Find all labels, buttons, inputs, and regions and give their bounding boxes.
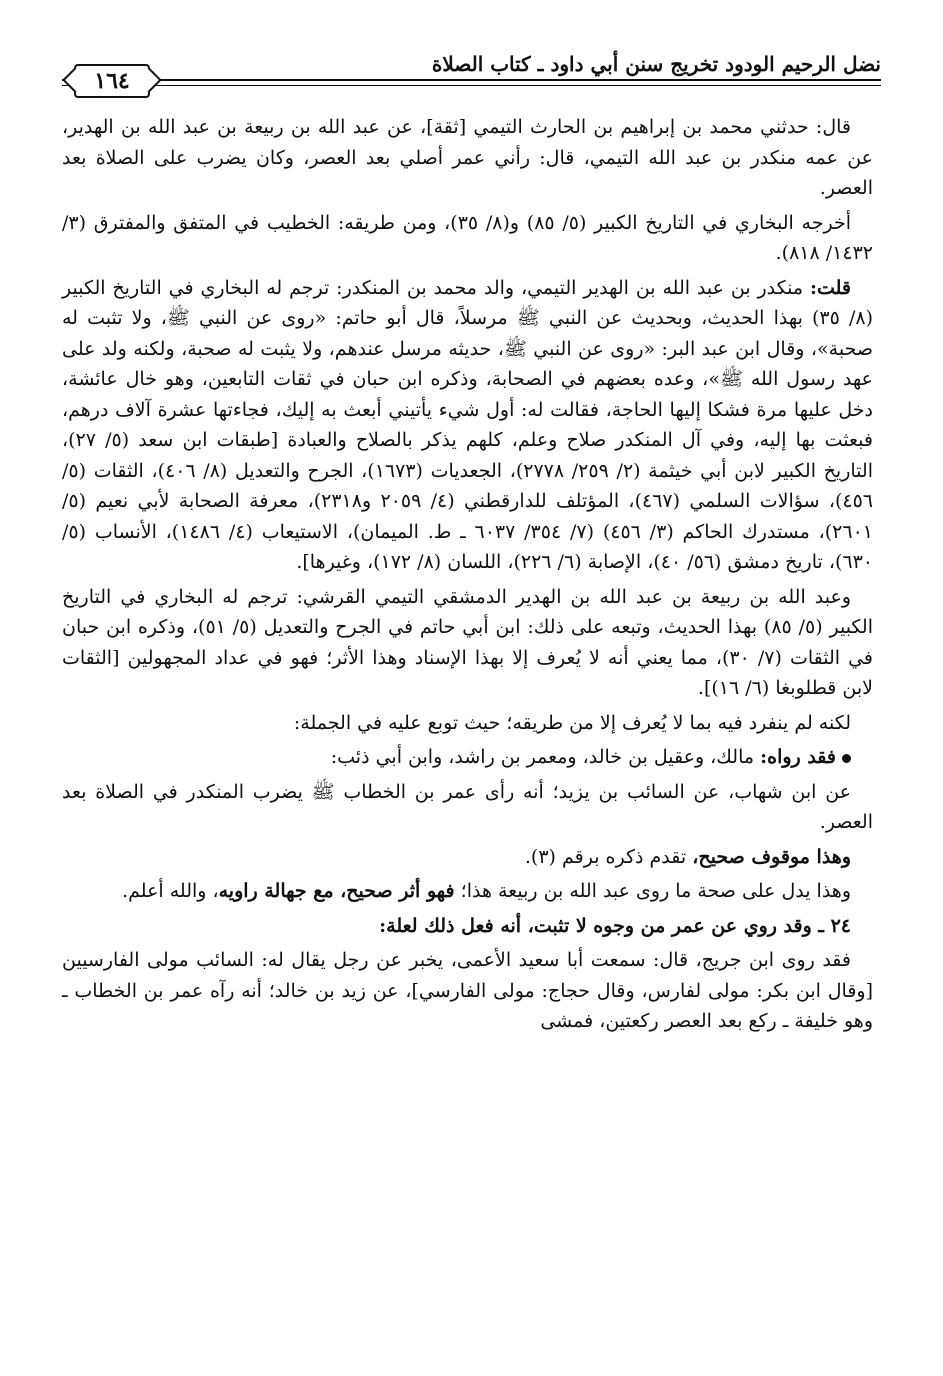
paragraph-text: تقدم ذكره برقم (٣). — [524, 845, 693, 868]
paragraph-text: منكدر بن عبد الله بن الهدير التيمي، والد محمد بن المنكدر: ترجم له البخاري في التاريخ الكبير (٨/ ٣٥) بهذا الحديث، وبحديث عن النبي ﷺ مرسلاً، قال أبو حاتم: «روى عن النبي ﷺ، ولا تثبت له صحبة»، وقال ابن عبد البر: «روى عن النبي ﷺ، حديثه مرسل عندهم، ولا يثبت له صحبة، ولكنه ولد على عهد رسول الله ﷺ»، وعده بعضهم في الصحابة، وذكره ابن حبان في ثقات التابعين، وهو خال عائشة، دخل عليها مرة فشكا إليها الحاجة، فقالت له: أول شيء يأتيني أبعث به إليك، فجاءتها عشرة آلاف درهم، فبعثت بها إليه، وفي آل المنكدر صلاح وعلم، كلهم يذكر بالصلاح والعبادة [طبقات ابن سعد (٥/ ٢٧)، التاريخ الكبير لابن أبي خيثمة (٢/ ٢٥٩/ ٢٧٧٨)، الجعديات (١٦٧٣)، الجرح والتعديل (٨/ ٤٠٦)، الثقات (٥/ ٤٥٦)، سؤالات السلمي (٤٦٧)، المؤتلف للدارقطني (٤/ ٢٠٥٩ و٢٣١٨)، معرفة الصحابة لأبي نعيم (٥/ ٢٦٠١)، مستدرك الحاكم (٣/ ٤٥٦) (٧/ ٣٥٤/ ٦٠٣٧ ـ ط. الميمان)، الاستيعاب (٤/ ١٤٨٦)، الأنساب (٥/ ٦٣٠)، تاريخ دمشق (٥٦/ ٤٠)، الإصابة (٦/ ٢٢٦)، اللسان (٨/ ١٧٢)، وغيرها]. — [62, 276, 873, 573]
section-heading-24 — [62, 911, 873, 942]
header-rule-thick — [62, 79, 881, 81]
paragraph-5 — [62, 708, 873, 739]
paragraph-4 — [62, 582, 873, 704]
page-number-badge: ١٦٤ — [74, 64, 150, 98]
paragraph-1 — [62, 112, 873, 204]
page-header — [62, 48, 881, 98]
paragraph-9 — [62, 876, 873, 907]
paragraph-lead: قلت: — [809, 276, 851, 299]
paragraph-text: مالك، وعقيل بن خالد، ومعمر بن راشد، وابن أبي ذئب: — [330, 746, 761, 768]
paragraph-text: وعبد الله بن ربيعة بن عبد الله بن الهدير الدمشقي التيمي القرشي: ترجم له البخاري في التاريخ الكبير (٥/ ٨٥) بهذا الحديث، وتبعه على ذلك: ابن أبي حاتم في الجرح والتعديل (٥/ ٥١)، وذكره ابن حبان في الثقات (٧/ ٣٠)، مما يعني أنه لا يُعرف إلا بهذا الإسناد وهذا الأثر؛ فهو في عداد المجهولين [الثقات لابن قطلوبغا (٦/ ١٦)]. — [62, 585, 874, 699]
page-body — [62, 112, 873, 1041]
paragraph-bold-tail: فهو أثر صحيح، مع جهالة راويه — [218, 880, 455, 902]
header-rule-thin — [62, 85, 881, 86]
bullet-icon — [842, 754, 851, 763]
paragraph-text: وهذا يدل على صحة ما روى عبد الله بن ربيعة هذا؛ — [454, 880, 851, 902]
header-title: نضل الرحيم الودود تخريج سنن أبي داود ـ كتاب الصلاة — [431, 52, 881, 76]
paragraph-text: فقد روى ابن جريج، قال: سمعت أبا سعيد الأعمى، يخبر عن رجل يقال له: السائب مولى الفارسيين [وقال ابن بكر: مولى لفارس، وقال حجاج: مولى الفارسي]، عن زيد بن خالد؛ أنه رآه عمر بن الخطاب ـ وهو خليفة ـ ركع بعد العصر ركعتين، فمشى — [62, 949, 873, 1032]
paragraph-lead: فقد رواه: — [760, 746, 836, 768]
section-heading-text: ٢٤ ـ وقد روي عن عمر من وجوه لا تثبت، أنه فعل ذلك لعلة: — [379, 914, 851, 937]
paragraph-text: قال: حدثني محمد بن إبراهيم بن الحارث التيمي [ثقة]، عن عبد الله بن ربيعة بن عبد الله بن الهدير، عن عمه منكدر بن عبد الله التيمي، قال: رأني عمر أصلي بعد العصر، وكان يضرب على الصلاة بعد العصر. — [62, 116, 873, 199]
paragraph-7 — [62, 777, 873, 838]
paragraph-3 — [62, 273, 873, 578]
paragraph-8 — [62, 842, 873, 873]
paragraph-text: عن ابن شهاب، عن السائب بن يزيد؛ أنه رأى عمر بن الخطاب ﷺ يضرب المنكدر في الصلاة بعد العصر. — [62, 780, 873, 833]
paragraph-lead: وهذا موقوف صحيح، — [692, 845, 851, 868]
paragraph-6 — [62, 742, 873, 773]
paragraph-tail: ، والله أعلم. — [122, 880, 219, 902]
paragraph-text: أخرجه البخاري في التاريخ الكبير (٥/ ٨٥) و(٨/ ٣٥)، ومن طريقه: الخطيب في المتفق والمفترق (٣/ ١٤٣٢/ ٨١٨). — [62, 211, 873, 264]
paragraph-2 — [62, 208, 873, 269]
paragraph-text: لكنه لم ينفرد فيه بما لا يُعرف إلا من طريقه؛ حيث توبع عليه في الجملة: — [293, 711, 851, 734]
paragraph-11 — [62, 945, 873, 1037]
